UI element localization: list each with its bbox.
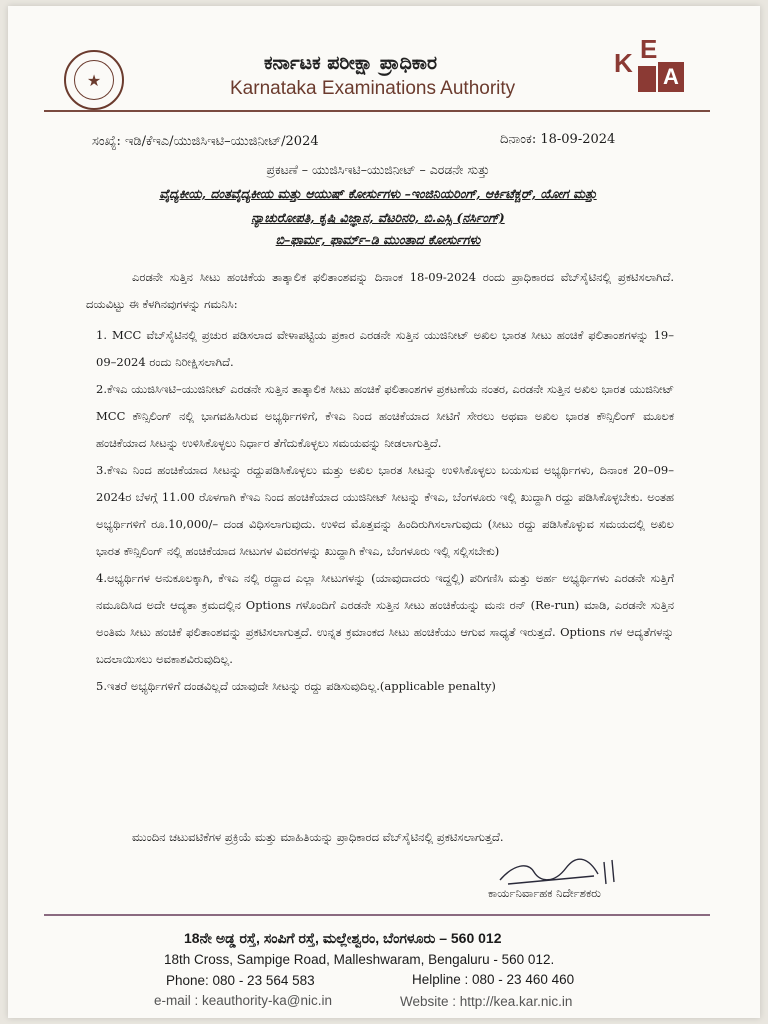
footer-email: e-mail : keauthority-ka@nic.in xyxy=(154,993,333,1008)
footer-address-english: 18th Cross, Sampige Road, Malleshwaram, Bengaluru - 560 012. xyxy=(164,952,555,967)
signature-icon xyxy=(494,854,634,890)
notice-document xyxy=(8,6,760,1018)
courses-line-2: ನ್ಯಾಚುರೋಪತಿ, ಕೃಷಿ ವಿಜ್ಞಾನ, ವೆಟರಿನರಿ, ಬಿ.ಎಸ್ಸಿ (ನರ್ಸಿಂಗ್) xyxy=(251,210,505,225)
authority-name-kannada: ಕರ್ನಾಟಕ ಪರೀಕ್ಷಾ ಪ್ರಾಧಿಕಾರ xyxy=(264,52,438,74)
kea-logo xyxy=(610,36,686,96)
point-3: 3.ಕೆಇಎ ನಿಂದ ಹಂಚಿಕೆಯಾದ ಸೀಟನ್ನು ರದ್ದುಪಡಿಸಿಕೊಳ್ಳಲು ಮತ್ತು ಅಖಿಲ ಭಾರತ ಸೀಟನ್ನು ಉಳಿಸಿಕೊಳ್ಳಲು ಬಯಸುವ ಅಭ್ಯರ್ಥಿಗಳು, ದಿನಾಂಕ 20–09–2024ರ ಬೆಳಗ್ಗೆ 11.00 ರೊಳಗಾಗಿ ಕೆಇಎ ನಿಂದ ಹಂಚಿಕೆಯಾದ ಯುಜಿನೀಟ್ ಸೀಟನ್ನು ಕೆಇಎ, ಬೆಂಗಳೂರು ಇಲ್ಲಿ ಖುದ್ದಾಗಿ ರದ್ದು ಪಡಿಸಿಕೊಳ್ಳಬೇಕು. ಅಂತಹ ಅಭ್ಯರ್ಥಿಗಳಿಗೆ ರೂ.10,000/– ದಂಡ ವಿಧಿಸಲಾಗುವುದು. ಉಳಿದ ಮೊತ್ತವನ್ನು ಹಿಂದಿರುಗಿಸಲಾಗುವುದು (ಸೀಟು ರದ್ದು ಪಡಿಸಿಕೊಳ್ಳುವ ಸಮಯದಲ್ಲಿ ಅಖಿಲ ಭಾರತ ಕೌನ್ಸಿಲಿಂಗ್ ನಲ್ಲಿ ಹಂಚಿಕೆಯಾದ ಸೀಟುಗಳ ವಿವರಗಳನ್ನು ಖುದ್ದಾಗಿ ಕೆಇಎ, ಬೆಂಗಳೂರು ಇಲ್ಲಿ ಸಲ್ಲಿಸಬೇಕು) xyxy=(96,463,674,558)
footer-website: Website : http://kea.kar.nic.in xyxy=(400,994,573,1009)
signatory-designation: ಕಾರ್ಯನಿರ್ವಾಹಕ ನಿರ್ದೇಶಕರು xyxy=(488,886,601,900)
intro-paragraph: ಎರಡನೇ ಸುತ್ತಿನ ಸೀಟು ಹಂಚಿಕೆಯ ತಾತ್ಕಾಲಿಕ ಫಲಿತಾಂಶವನ್ನು ದಿನಾಂಕ 18-09-2024 ರಂದು ಪ್ರಾಧಿಕಾರದ ವೆಬ್‌ಸೈಟಿನಲ್ಲಿ ಪ್ರಕಟಿಸಲಾಗಿದೆ. ದಯವಿಟ್ಟು ಈ ಕೆಳಗಿನವುಗಳನ್ನು ಗಮನಿಸಿ: xyxy=(86,270,674,311)
kea-logo-letter-a: A xyxy=(658,62,684,92)
government-seal-icon: ★ xyxy=(64,50,124,110)
point-4: 4.ಅಭ್ಯರ್ಥಿಗಳ ಅನುಕೂಲಕ್ಕಾಗಿ, ಕೆಇಎ ನಲ್ಲಿ ರದ್ದಾದ ಎಲ್ಲಾ ಸೀಟುಗಳನ್ನು (ಯಾವುದಾದರು ಇದ್ದಲ್ಲಿ) ಪರಿಗಣಿಸಿ ಮತ್ತು ಅರ್ಹ ಅಭ್ಯರ್ಥಿಗಳು ಎರಡನೇ ಸುತ್ತಿಗೆ ನಮೂದಿಸಿದ ಅದೇ ಆದ್ಯತಾ ಕ್ರಮದಲ್ಲಿನ Options ಗಳೊಂದಿಗೆ ಎರಡನೇ ಸುತ್ತಿನ ಸೀಟು ಹಂಚಿಕೆಯನ್ನು ಮನಃ ರನ್ (Re-run) ಮಾಡಿ, ಎರಡನೇ ಸುತ್ತಿನ ಅಂತಿಮ ಸೀಟು ಹಂಚಿಕೆ ಫಲಿತಾಂಶವನ್ನು ಪ್ರಕಟಿಸಲಾಗುತ್ತದೆ. ಉನ್ನತ ಕ್ರಮಾಂಕದ ಸೀಟು ಹಂಚಿಕೆಯು ಆಗುವ ಸಾಧ್ಯತೆ ಇರುತ್ತದೆ. Options ಗಳ ಆದ್ಯತೆಗಳನ್ನು ಬದಲಾಯಿಸಲು ಅವಕಾಶವಿರುವುದಿಲ್ಲ. xyxy=(96,571,674,666)
reference-number: ಸಂಖ್ಯೆ: ಇಡಿ/ಕೆಇಎ/ಯುಜಿಸಿಇಟಿ–ಯುಜಿನೀಟ್/2024 xyxy=(92,134,319,149)
footer-address-kannada: 18ನೇ ಅಡ್ಡ ರಸ್ತೆ, ಸಂಪಿಗೆ ರಸ್ತೆ, ಮಲ್ಲೇಶ್ವರಂ, ಬೆಂಗಳೂರು – 560 012 xyxy=(184,930,502,946)
footer-helpline: Helpline : 080 - 23 460 460 xyxy=(412,972,575,987)
kea-logo-letter-e: E xyxy=(640,34,658,64)
footer-phone: Phone: 080 - 23 564 583 xyxy=(166,973,315,988)
notice-points xyxy=(86,322,674,700)
kea-logo-letter-k: K xyxy=(614,48,633,78)
footer-divider xyxy=(44,914,710,916)
authority-name-english: Karnataka Examinations Authority xyxy=(230,78,516,99)
point-1: 1. MCC ವೆಬ್‌ಸೈಟಿನಲ್ಲಿ ಪ್ರಚುರ ಪಡಿಸಲಾದ ವೇಳಾಪಟ್ಟಿಯ ಪ್ರಕಾರ ಎರಡನೇ ಸುತ್ತಿನ ಯುಜಿನೀಟ್ ಅಖಿಲ ಭಾರತ ಸೀಟು ಹಂಚಿಕೆ ಫಲಿತಾಂಶಗಳನ್ನು 19–09–2024 ರಂದು ನಿರೀಕ್ಷಿಸಲಾಗಿದೆ. xyxy=(96,328,674,369)
courses-line-1: ವೈದ್ಯಕೀಯ, ದಂತವೈದ್ಯಕೀಯ ಮತ್ತು ಆಯುಷ್ ಕೋರ್ಸುಗಳು –ಇಂಜಿನಿಯರಿಂಗ್, ಆರ್ಕಿಟೆಕ್ಚರ್, ಯೋಗ ಮತ್ತು xyxy=(159,186,597,201)
header-divider xyxy=(44,110,710,112)
notice-title: ಪ್ರಕಟಣೆ – ಯುಜಿಸಿಇಟಿ–ಯುಜಿನೀಟ್ – ಎರಡನೇ ಸುತ್ತು xyxy=(266,162,490,177)
point-2: 2.ಕೆಇಎ ಯುಜಿಸಿಇಟಿ–ಯುಜಿನೀಟ್ ಎರಡನೇ ಸುತ್ತಿನ ತಾತ್ಕಾಲಿಕ ಸೀಟು ಹಂಚಿಕೆ ಫಲಿತಾಂಶಗಳ ಪ್ರಕಟಣೆಯ ನಂತರ, ಎರಡನೇ ಸುತ್ತಿನ ಅಖಿಲ ಭಾರತ ಯುಜಿನೀಟ್ MCC ಕೌನ್ಸಿಲಿಂಗ್ ನಲ್ಲಿ ಭಾಗವಹಿಸಿರುವ ಅಭ್ಯರ್ಥಿಗಳಿಗೆ, ಕೆಇಎ ನಿಂದ ಹಂಚಿಕೆಯಾದ ಸೀಟಿಗೆ ಸೇರಲು ಅಥವಾ ಅಖಿಲ ಭಾರತ ಕೌನ್ಸಿಲಿಂಗ್ ಮೂಲಕ ಹಂಚಿಕೆಯಾದ ಸೀಟನ್ನು ಉಳಿಸಿಕೊಳ್ಳಲು ನಿರ್ಧಾರ ತೆಗೆದುಕೊಳ್ಳಲು ಸಮಯವನ್ನು ನೀಡಲಾಗುತ್ತಿದೆ. xyxy=(96,382,674,450)
closing-line: ಮುಂದಿನ ಚಟುವಟಿಕೆಗಳ ಪ್ರಕ್ರಿಯೆ ಮತ್ತು ಮಾಹಿತಿಯನ್ನು ಪ್ರಾಧಿಕಾರದ ವೆಬ್‌ಸೈಟಿನಲ್ಲಿ ಪ್ರಕಟಿಸಲಾಗುತ್ತದೆ. xyxy=(132,830,504,844)
notice-date: ದಿನಾಂಕ: 18-09-2024 xyxy=(500,132,616,147)
point-5: 5.ಇತರೆ ಅಭ್ಯರ್ಥಿಗಳಿಗೆ ದಂಡವಿಲ್ಲದೆ ಯಾವುದೇ ಸೀಟನ್ನು ರದ್ದು ಪಡಿಸುವುದಿಲ್ಲ.(applicable penalty) xyxy=(96,679,496,693)
courses-line-3: ಬಿ–ಫಾರ್ಮ, ಫಾರ್ಮ್–ಡಿ ಮುಂತಾದ ಕೋರ್ಸುಗಳು xyxy=(275,232,481,247)
